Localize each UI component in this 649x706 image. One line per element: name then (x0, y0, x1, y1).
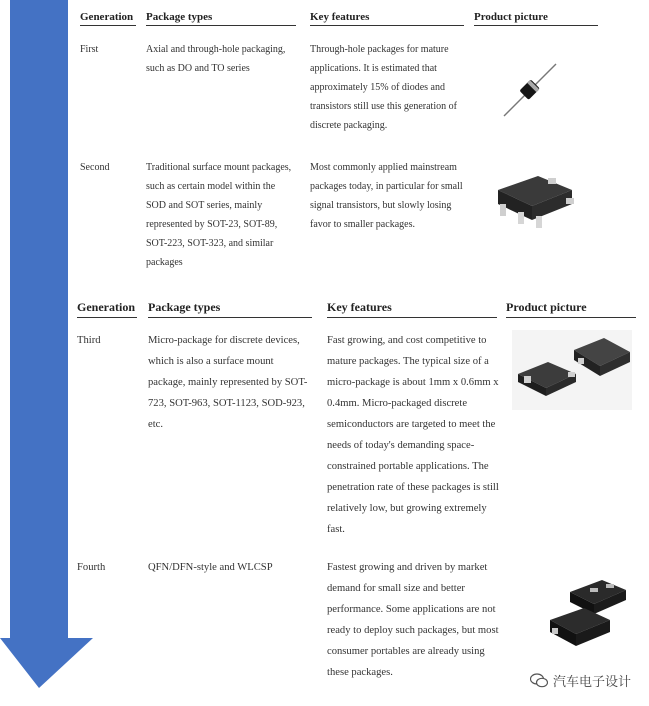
package-types-second: Traditional surface mount packages, such as certain model within the SOD and SOT series, mainly represented by SOT-23, SOT-89, SOT-223, SOT-323, and similar packages (146, 162, 292, 268)
key-features-second: Most commonly applied mainstream packages today, in particular for small signal transistors, but slowly losing favor to smaller packages. (310, 162, 463, 230)
generation-third: Third (77, 335, 101, 346)
generation-first: First (80, 44, 99, 55)
wechat-icon (530, 673, 548, 688)
watermark-text: 汽车电子设计 (552, 675, 631, 690)
header-package-types: Package types (146, 11, 296, 26)
key-features-fourth: Fastest growing and driven by market demand for small size and better performance. Some applications are not ready to deploy such packages, but most consumer portables are already using these packages. (327, 562, 499, 678)
axial-diode-picture (500, 60, 560, 120)
header-product-picture-2: Product picture (506, 300, 636, 318)
sot-package-picture (488, 168, 582, 232)
key-features-first: Through-hole packages for mature applications. It is estimated that approximately 15% of diodes and transistors still use this generation of discrete packaging. (310, 44, 457, 131)
header-generation: Generation (80, 11, 136, 26)
header-key-features-2: Key features (327, 300, 497, 318)
header-generation-2: Generation (77, 300, 137, 318)
header-package-types-2: Package types (148, 300, 312, 318)
watermark (530, 671, 631, 690)
generation-fourth: Fourth (77, 562, 106, 573)
package-types-third: Micro-package for discrete devices, which is also a surface mount package, mainly represented by SOT-723, SOT-963, SOT-1123, SOD-923, etc. (148, 335, 308, 430)
key-features-third: Fast growing, and cost competitive to mature packages. The typical size of a micro-package is about 1mm x 0.6mm x 0.4mm. Micro-packaged discrete semiconductors are targeted to meet the needs of today's demanding space-constrained portable applications. The penetration rate of these packages is still relatively low, but growing extremely fast. (327, 335, 499, 535)
header-product-picture: Product picture (474, 11, 598, 26)
generation-second: Second (80, 162, 110, 173)
micro-package-picture (512, 330, 632, 410)
header-key-features: Key features (310, 11, 464, 26)
package-types-fourth: QFN/DFN-style and WLCSP (148, 562, 273, 573)
package-types-first: Axial and through-hole packaging, such as DO and TO series (146, 44, 286, 74)
qfn-dfn-package-picture (530, 572, 630, 662)
